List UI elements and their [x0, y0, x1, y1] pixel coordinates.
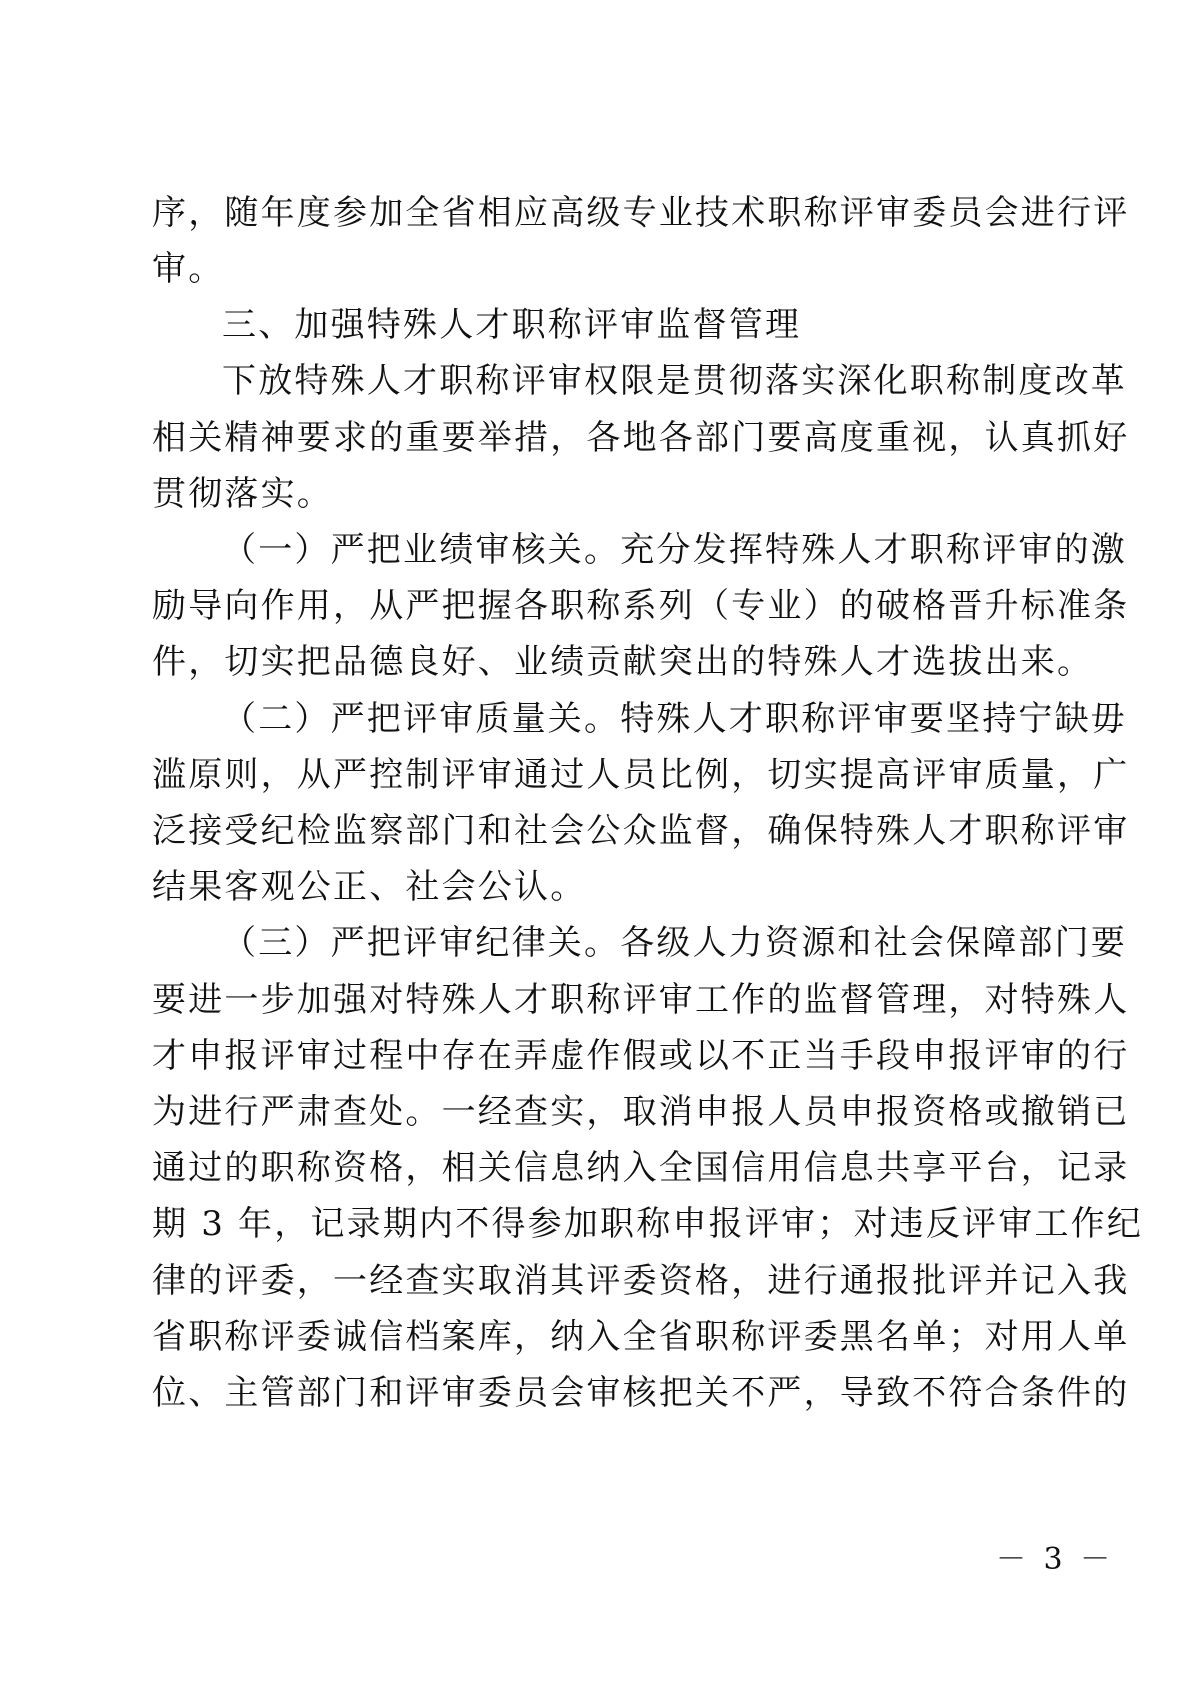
text-line: 为进行严肃查处。一经查实，取消申报人员申报资格或撤销已 — [152, 1092, 1130, 1132]
text-line: 才申报评审过程中存在弄虚作假或以不正当手段申报评审的行 — [152, 1036, 1130, 1076]
text-line: 滥原则，从严控制评审通过人员比例，切实提高评审质量，广 — [152, 755, 1130, 795]
text-line: 结果客观公正、社会公认。 — [152, 867, 587, 907]
text-line: （二）严把评审质量关。特殊人才职称评审要坚持宁缺毋 — [222, 699, 1127, 739]
text-line: 位、主管部门和评审委员会审核把关不严，导致不符合条件的 — [152, 1373, 1130, 1413]
text-line: 下放特殊人才职称评审权限是贯彻落实深化职称制度改革 — [222, 361, 1127, 401]
text-line: 相关精神要求的重要举措，各地各部门要高度重视，认真抓好 — [152, 418, 1130, 458]
text-line: 励导向作用，从严把握各职称系列（专业）的破格晋升标准条 — [152, 586, 1130, 626]
text-line: 律的评委，一经查实取消其评委资格，进行通报批评并记入我 — [152, 1261, 1130, 1301]
text-line: 件，切实把品德良好、业绩贡献突出的特殊人才选拔出来。 — [152, 642, 1094, 682]
text-line: 期 3 年，记录期内不得参加职称申报评审；对违反评审工作纪 — [152, 1204, 1144, 1244]
section-heading: 三、加强特殊人才职称评审监督管理 — [222, 305, 802, 345]
text-line: 通过的职称资格，相关信息纳入全国信用信息共享平台，记录 — [152, 1148, 1130, 1188]
text-line: （三）严把评审纪律关。各级人力资源和社会保障部门要 — [222, 923, 1127, 963]
text-line: （一）严把业绩审核关。充分发挥特殊人才职称评审的激 — [222, 530, 1127, 570]
text-line: 泛接受纪检监察部门和社会公众监督，确保特殊人才职称评审 — [152, 811, 1130, 851]
text-line: 审。 — [152, 249, 225, 289]
text-line: 序，随年度参加全省相应高级专业技术职称评审委员会进行评 — [152, 193, 1130, 233]
page-number: － 3 － — [996, 1542, 1115, 1577]
text-line: 省职称评委诚信档案库，纳入全省职称评委黑名单；对用人单 — [152, 1317, 1130, 1357]
text-line: 贯彻落实。 — [152, 474, 333, 514]
text-line: 要进一步加强对特殊人才职称评审工作的监督管理，对特殊人 — [152, 980, 1130, 1020]
